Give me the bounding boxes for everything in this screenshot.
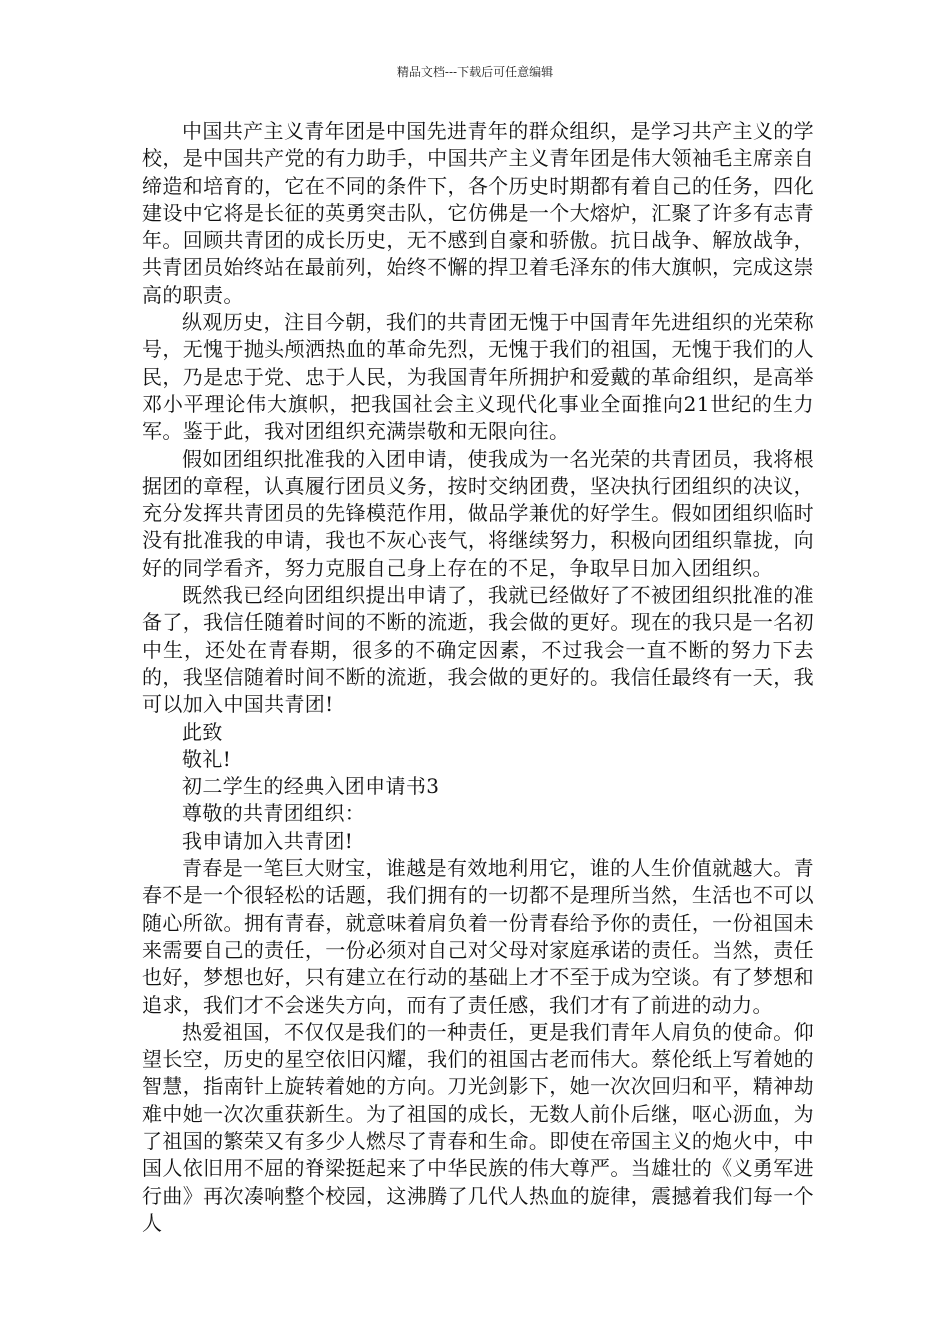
paragraph: 中国共产主义青年团是中国先进青年的群众组织，是学习共产主义的学校，是中国共产党的有力助手，中国共产主义青年团是伟大领袖毛主席亲自缔造和培育的，它在不同的条件下，各个历史时期都有着自己的任务，四化建设中它将是长征的英勇突击队，它仿佛是一个大熔炉，汇聚了许多有志青年。回顾共青团的成长历史，无不感到自豪和骄傲。抗日战争、解放战争，共青团员始终站在最前列，始终不懈的捍卫着毛泽东的伟大旗帜，完成这崇高的职责。 (142, 119, 814, 307)
paragraph: 青春是一笔巨大财宝，谁越是有效地利用它，谁的人生价值就越大。青春不是一个很轻松的话题，我们拥有的一切都不是理所当然，生活也不可以随心所欲。拥有青春，就意味着肩负着一份青春给予你的责任，一份祖国未来需要自己的责任，一份必须对自己对父母对家庭承诺的责任。当然，责任也好，梦想也好，只有建立在行动的基础上才不至于成为空谈。有了梦想和追求，我们才不会迷失方向，而有了责任感，我们才有了前进的动力。 (142, 856, 814, 1017)
closing-salute: 敬礼! (182, 746, 232, 771)
section-title: 初二学生的经典入团申请书3 (182, 774, 440, 799)
paragraph: 假如团组织批准我的入团申请，使我成为一名光荣的共青团员，我将根据团的章程，认真履行团员义务，按时交纳团费，坚决执行团组织的决议，充分发挥共青团员的先锋模范作用，做品学兼优的好学生。假如团组织临时没有批准我的申请，我也不灰心丧气，将继续努力，积极向团组织靠拢，向好的同学看齐，努力克服自己身上存在的不足，争取早日加入团组织。 (142, 446, 814, 580)
page-header: 精品文档---下载后可任意编辑 (396, 65, 554, 79)
paragraph: 既然我已经向团组织提出申请了，我就已经做好了不被团组织批准的准备了，我信任随着时间的不断的流逝，我会做的更好。现在的我只是一名初中生，还处在青春期，很多的不确定因素，不过我会一直不断的努力下去的，我坚信随着时间不断的流逝，我会做的更好的。我信任最终有一天，我可以加入中国共青团! (142, 583, 814, 717)
paragraph: 热爱祖国，不仅仅是我们的一种责任，更是我们青年人肩负的使命。仰望长空，历史的星空依旧闪耀，我们的祖国古老而伟大。蔡伦纸上写着她的智慧，指南针上旋转着她的方向。刀光剑影下，她一次次回归和平，精神劫难中她一次次重获新生。为了祖国的成长，无数人前仆后继，呕心沥血，为了祖国的繁荣又有多少人燃尽了青春和生命。即使在帝国主义的炮火中，中国人依旧用不屈的脊梁挺起来了中华民族的伟大尊严。当雄壮的《义勇军进行曲》再次凑响整个校园，这沸腾了几代人热血的旋律，震撼着我们每一个人 (142, 1019, 814, 1235)
closing-line: 此致 (182, 719, 223, 744)
document-body (142, 118, 814, 1237)
paragraph: 纵观历史，注目今朝，我们的共青团无愧于中国青年先进组织的光荣称号，无愧于抛头颅洒热血的革命先烈，无愧于我们的祖国，无愧于我们的人民，乃是忠于党、忠于人民，为我国青年所拥护和爱戴的革命组织，是高举邓小平理论伟大旗帜，把我国社会主义现代化事业全面推向21世纪的生力军。鉴于此，我对团组织充满崇敬和无限向往。 (142, 310, 814, 444)
salutation: 尊敬的共青团组织： (182, 801, 366, 826)
application-statement: 我申请加入共青团! (182, 828, 354, 853)
